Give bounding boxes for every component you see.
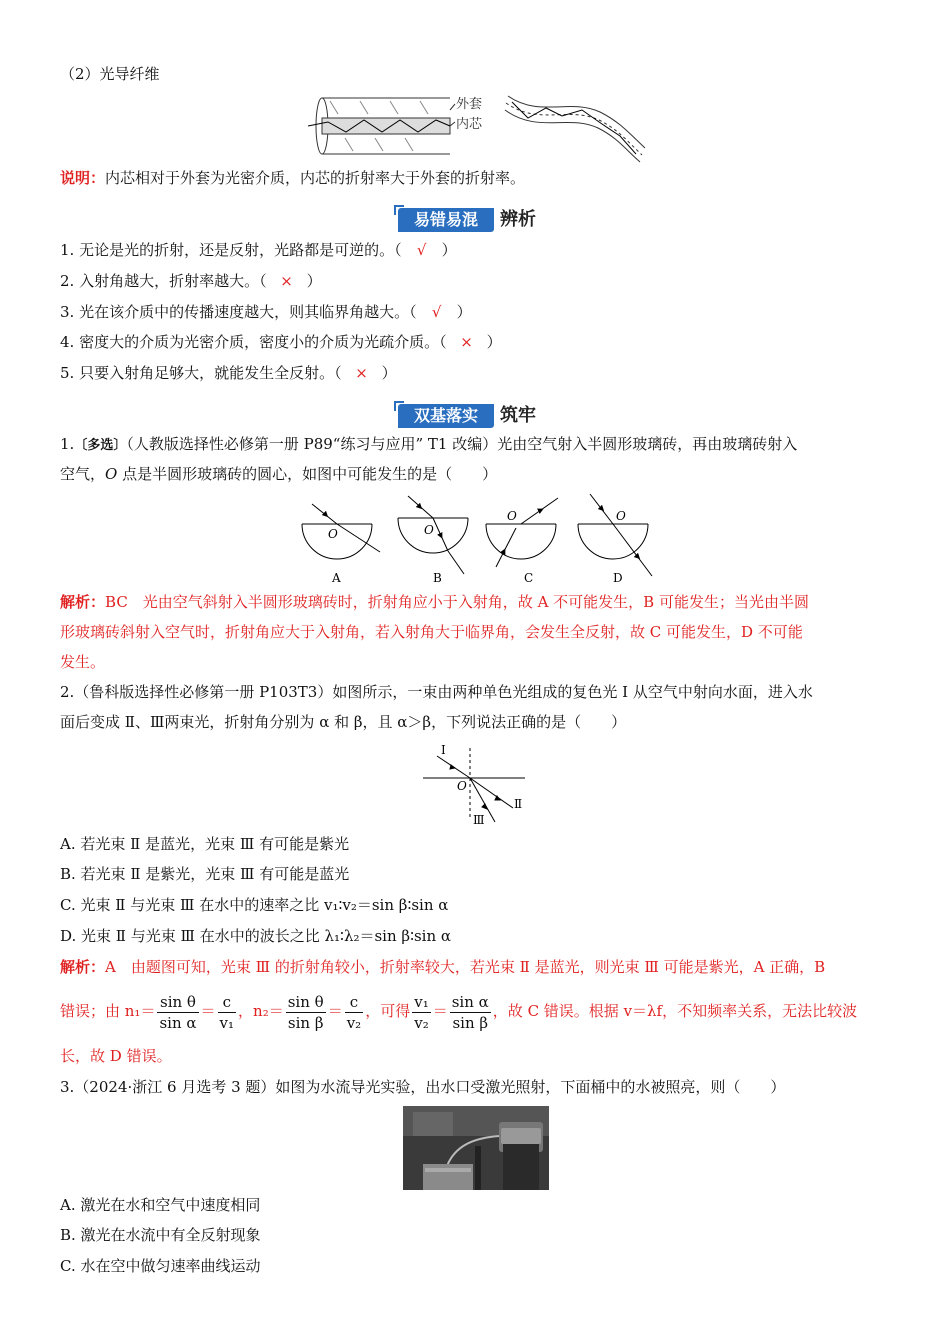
q1-fig-a-center: O [328, 527, 338, 541]
q1-stem-o: O [105, 465, 118, 483]
banner-basics-box: 双基落实 [398, 404, 494, 428]
judgment-text: 2. 入射角越大，折射率越大。（ [60, 272, 267, 290]
banner-errors [398, 206, 558, 234]
q2-formula-suffix: ，故 C 错误。根据 v＝λf，不知频率关系，无法比较波 [492, 1002, 858, 1020]
judgment-close: ） [441, 241, 457, 259]
q1-analysis-line2: 形玻璃砖斜射入空气时，折射角应大于入射角，若入射角大于临界角，会发生全反射，故 C 可能发生，D 不可能 [60, 623, 803, 641]
q2-ray-ii [470, 778, 513, 808]
q2-frac-num: sin θ [157, 992, 198, 1013]
q1-stem-line2 [60, 464, 497, 484]
q2-frac-den: sin β [287, 1013, 324, 1032]
q1-fig-d-center: O [616, 509, 626, 523]
q2-label-i: Ⅰ [441, 743, 446, 757]
fiber-straight-diagram [308, 98, 455, 154]
judgment-text: 5. 只要入射角足够大，就能发生全反射。（ [60, 364, 342, 382]
banner-basics [398, 402, 558, 430]
q1-fig-c-center: O [507, 509, 517, 523]
q1-fig-c-label: C [524, 571, 534, 585]
q2-analysis-line3: 长，故 D 错误。 [60, 1047, 172, 1065]
q2-option-c: C. 光束 Ⅱ 与光束 Ⅲ 在水中的速率之比 v₁∶v₂＝sin β∶sin α [60, 896, 449, 914]
q2-fraction [218, 992, 237, 1033]
fiber-curved-diagram [505, 96, 645, 162]
q1-fig-b-center: O [424, 523, 434, 537]
q1-number: 1. [60, 435, 75, 453]
q2-frac-num: c [218, 992, 237, 1013]
judgment-close: ） [486, 333, 502, 351]
fiber-inner-label: 内芯 [456, 117, 483, 132]
judgment-mark: × [280, 272, 293, 290]
q2-frac-num: v₁ [414, 992, 429, 1011]
judgment-close: ） [381, 364, 397, 382]
q3-option-b: B. 激光在水流中有全反射现象 [60, 1226, 261, 1244]
q2-label-ii: Ⅱ [514, 797, 523, 811]
judgment-close: ） [306, 272, 322, 290]
judgment-item [60, 271, 322, 291]
q2-fraction [157, 992, 198, 1033]
note-label: 说明： [60, 169, 106, 187]
q2-stem-line2: 面后变成 Ⅱ、Ⅲ两束光，折射角分别为 α 和 β，且 α＞β，下列说法正确的是（ ） [60, 713, 627, 731]
q3-photo [403, 1106, 549, 1190]
q2-formula-prefix: 错误；由 n₁＝ [60, 1002, 156, 1020]
judgment-text: 4. 密度大的介质为光密介质，密度小的介质为光疏介质。（ [60, 333, 447, 351]
q1-fig-d-label: D [613, 571, 623, 585]
q3-option-c: C. 水在空中做匀速率曲线运动 [60, 1257, 261, 1275]
q2-analysis-label: 解析： [60, 958, 106, 976]
q2-analysis-text: A 由题图可知，光束 Ⅲ 的折射角较小，折射率较大，若光束 Ⅱ 是蓝光，则光束 Ⅲ 可能是紫光，A 正确，B [105, 958, 826, 976]
q1-tag: 〔多选〕 [74, 438, 127, 453]
q2-frac-num: sin θ [287, 992, 324, 1011]
q2-formula-mid2: ，可得 [365, 1002, 411, 1020]
section-title: （2）光导纤维 [60, 65, 160, 83]
judgment-item [60, 332, 502, 352]
q2-option-a: A. 若光束 Ⅱ 是蓝光，光束 Ⅲ 有可能是紫光 [60, 835, 350, 853]
q1-fig-a-label: A [332, 571, 341, 585]
q2-formula-mid: ，n₂＝ [238, 1002, 284, 1020]
q2-frac-num: sin α [451, 992, 489, 1011]
note-line [60, 168, 525, 188]
q2-frac-den: sin β [452, 1013, 489, 1032]
q1-figure [296, 492, 666, 588]
q2-frac-den: v₂ [414, 1013, 429, 1032]
q1-stem-text: （人教版选择性必修第一册 P89“练习与应用” T1 改编）光由空气射入半圆形玻璃砖，再由玻璃砖射入 [126, 435, 798, 453]
optical-fiber-figure [300, 88, 650, 164]
judgment-mark: × [355, 364, 368, 382]
banner-basics-text: 筑牢 [500, 405, 536, 426]
q2-frac-num: c [345, 992, 364, 1013]
q2-label-iii: Ⅲ [473, 813, 485, 827]
judgment-item [60, 302, 472, 322]
fiber-outer-label: 外套 [456, 97, 483, 112]
q1-stem-post: 点是半圆形玻璃砖的圆心，如图中可能发生的是（ ） [117, 465, 498, 483]
q2-analysis-line1 [60, 957, 825, 977]
q2-frac-den: v₂ [346, 1013, 362, 1032]
q2-fraction [412, 992, 431, 1033]
q1-analysis-line1 [60, 592, 809, 612]
banner-errors-text: 辨析 [500, 209, 536, 230]
q1-analysis-text: BC 光由空气斜射入半圆形玻璃砖时，折射角应小于入射角，故 A 不可能发生，B 可能发生；当光由半圆 [105, 593, 809, 611]
q2-eq: ＝ [200, 1002, 216, 1020]
judgment-close: ） [456, 303, 472, 321]
q1-figure-a [302, 504, 380, 559]
judgment-mark: × [460, 333, 473, 351]
q1-analysis-line3: 发生。 [60, 653, 106, 671]
banner-errors-box: 易错易混 [398, 208, 494, 232]
judgment-text: 3. 光在该介质中的传播速度越大，则其临界角越大。（ [60, 303, 417, 321]
q2-option-d: D. 光束 Ⅱ 与光束 Ⅲ 在水中的波长之比 λ₁∶λ₂＝sin β∶sin α [60, 927, 452, 945]
q2-analysis-line2 [60, 988, 857, 1034]
q2-label-o: O [457, 779, 467, 793]
q2-fraction [345, 992, 364, 1033]
q1-fig-b-label: B [433, 571, 442, 585]
judgment-text: 1. 无论是光的折射，还是反射，光路都是可逆的。（ [60, 241, 402, 259]
q1-figure-c [486, 498, 558, 567]
judgment-mark: √ [431, 303, 442, 321]
q1-figure-d [578, 494, 652, 576]
q3-option-a: A. 激光在水和空气中速度相同 [60, 1196, 261, 1214]
judgment-item [60, 363, 397, 383]
note-text: 内芯相对于外套为光密介质，内芯的折射率大于外套的折射率。 [105, 169, 526, 187]
q2-fraction [286, 992, 326, 1033]
q2-option-b: B. 若光束 Ⅱ 是紫光，光束 Ⅲ 有可能是蓝光 [60, 865, 350, 883]
q2-figure [415, 740, 535, 828]
q1-stem-pre: 空气， [60, 465, 106, 483]
q2-frac-den: sin α [159, 1013, 197, 1032]
q2-eq: ＝ [432, 1002, 448, 1020]
q2-eq: ＝ [327, 1002, 343, 1020]
q1-analysis-label: 解析： [60, 593, 106, 611]
judgment-item [60, 240, 457, 260]
judgment-mark: √ [416, 241, 427, 259]
q3-stem: 3.（2024·浙江 6 月选考 3 题）如图为水流导光实验，出水口受激光照射，下面桶中的水被照亮，则（ ） [60, 1078, 786, 1096]
q2-fraction [450, 992, 491, 1033]
q2-stem-line1: 2.（鲁科版选择性必修第一册 P103T3）如图所示，一束由两种单色光组成的复色光 Ⅰ 从空气中射向水面，进入水 [60, 683, 813, 701]
q1-stem-line1 [60, 434, 797, 456]
q2-frac-den: v₁ [219, 1013, 235, 1032]
